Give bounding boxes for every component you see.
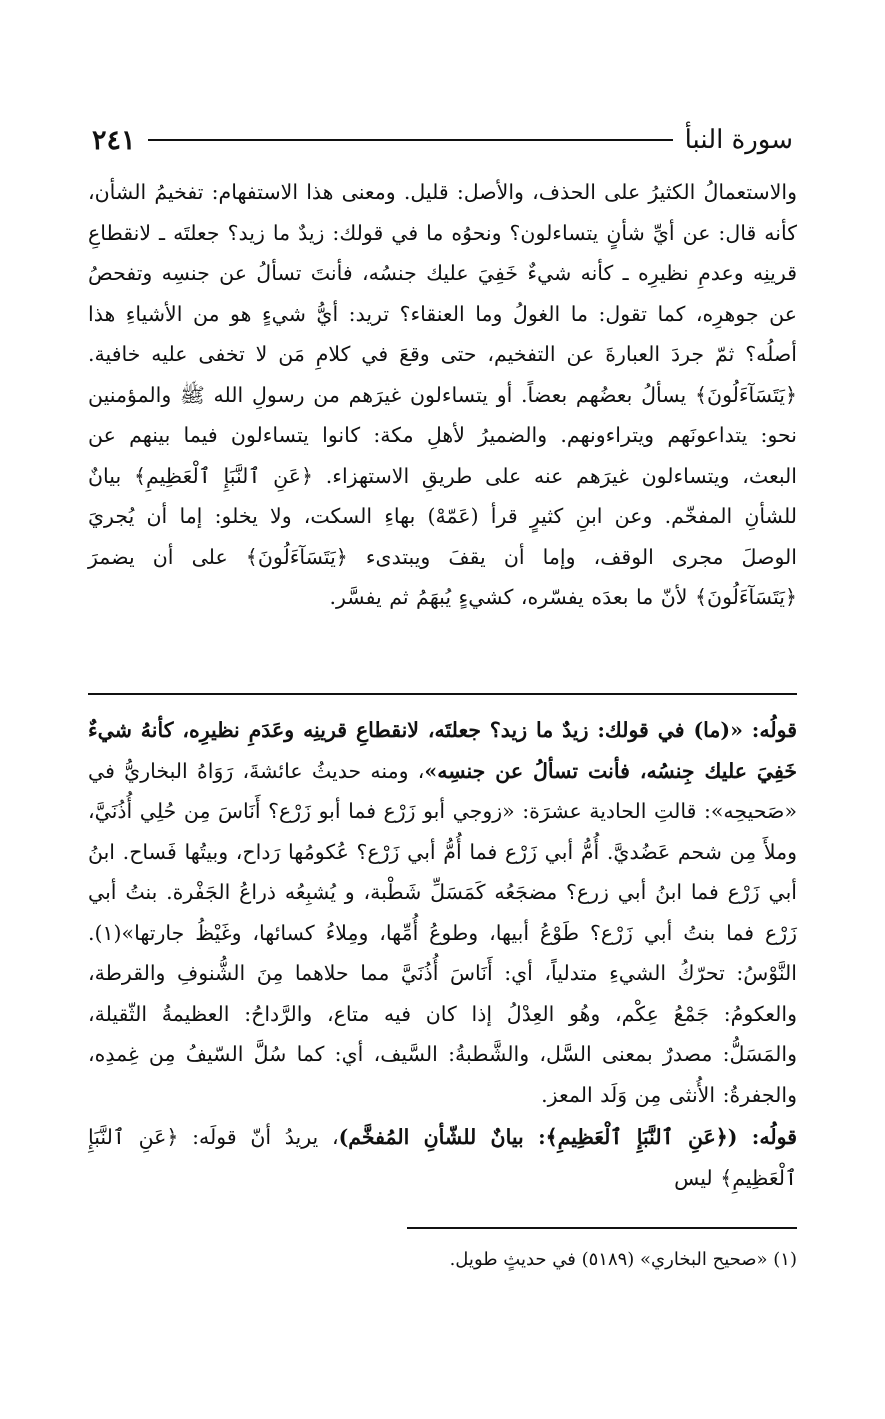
commentary-paragraph-1	[88, 710, 797, 1115]
commentary-1-body: ، ومنه حديثُ عائشةَ، رَوَاهُ البخاريُّ في «صَحيحِه»: قالتِ الحادية عشرَة: «زوجي أبو زَرْع فما أبو زَرْع؟ أَنَاسَ مِن حُلِي أُذُنَيَّ، وملأَ مِن شحم عَضُديَّ. أُمُّ أبي زَرْع فما أُمُّ أبي زَرْع؟ عُكومُها رَداح، وبيتُها فَساح. ابنُ أبي زَرْع فما ابنُ أبي زرع؟ مضجَعُه كَمَسَلِّ شَطْبة، و يُشبِعُه ذراعُ الجَفْرة. بنتُ أبي زَرْع فما بنتُ أبي زَرْع؟ طَوْعُ أبيها، وطوعُ أُمِّها، ومِلاءُ كسائها، وغَيْظُ جارتها»(١). النَّوْسُ: تحرّكُ الشيءِ متدلياً، أي: أَنَاسَ أُذُنَيَّ مما حلاهما مِنَ الشُّنوفِ والقرطة، والعكومُ: جَمْعُ عِكْم، وهُو العِدْلُ إذا كان فيه متاع، والرَّداحُ: العظيمةُ الثّقيلة، والمَسَلُّ: مصدرٌ بمعنى السَّل، والشَّطبةُ: السَّيف، أي: كما سُلَّ السّيفُ مِن غِمدِه، والجفرةُ: الأُنثى مِن وَلَد المعز.	[88, 758, 797, 1107]
page-number: ٢٤١	[92, 124, 136, 156]
commentary-2-lead: قولُه: (﴿عَنِ ٱلنَّبَإِ ٱلْعَظِيمِ﴾: بيانٌ للشّأنِ المُفخَّم)	[338, 1125, 797, 1149]
commentary-1-lead: قولُه: «(ما) في قولك: زيدٌ ما زيد؟ جعلتَه، لانقطاعِ قرينِه وعَدَمِ نظيرِه، كأنهُ شيءٌ خَفِيَ عليك جِنسُه، فأنت تسألُ عن جنسِه»	[88, 718, 797, 783]
running-header	[92, 118, 793, 162]
header-rule	[148, 139, 673, 141]
main-paragraph: والاستعمالُ الكثيرُ على الحذف، والأصل: قليل. ومعنى هذا الاستفهام: تفخيمُ الشأن، كأنه قال: عن أيِّ شأنٍ يتساءلون؟ ونحوُه ما في قولك: زيدٌ ما زيد؟ جعلتَه ـ لانقطاعِ قرينِه وعدمِ نظيرِه ـ كأنه شيءٌ خَفِيَ عليك جنسُه، فأنتَ تسألُ عن جنسِه وتفحصُ عن جوهرِه، كما تقول: ما الغولُ وما العنقاء؟ تريد: أيُّ شيءٍ هو من الأشياءِ هذا أصلُه؟ ثمّ جردَ العبارةَ عن التفخيم، حتى وقعَ في كلامِ مَن لا تخفى عليه خافية. ﴿يَتَسَآءَلُونَ﴾ يسألُ بعضُهم بعضاً. أو يتساءلون غيرَهم من رسولِ الله ﷺ والمؤمنين نحو: يتداعونَهم ويتراءونهم. والضميرُ لأهلِ مكة: كانوا يتساءلون فيما بينهم عن البعث، ويتساءلون غيرَهم عنه على طريقِ الاستهزاء. ﴿عَنِ ٱلنَّبَإِ ٱلْعَظِيمِ﴾ بيانٌ للشأنِ المفخّم. وعن ابنِ كثيرٍ قرأ (عَمّهْ) بهاءِ السكت، ولا يخلو: إما أن يُجريَ الوصلَ مجرى الوقف، وإما أن يقفَ ويبتدىء ﴿يَتَسَآءَلُونَ﴾ على أن يضمرَ ﴿يَتَسَآءَلُونَ﴾ لأنّ ما بعدَه يفسّره، كشيءٍ يُبهَمُ ثم يفسَّر.	[88, 180, 797, 609]
footnote-rule	[407, 1227, 797, 1229]
main-text-block	[88, 172, 797, 684]
footnote: (١) «صحيح البخاري» (٥١٨٩) في حديثٍ طويل.	[449, 1249, 797, 1270]
commentary-2-body: ، يريدُ أنّ قولَه: ﴿عَنِ ٱلنَّبَإِ ٱلْعَظِيمِ﴾ ليس	[88, 1125, 797, 1190]
commentary-block	[88, 710, 797, 1215]
commentary-paragraph-2	[88, 1117, 797, 1198]
sura-title: سورة النبأ	[684, 125, 793, 155]
section-divider	[88, 693, 797, 695]
